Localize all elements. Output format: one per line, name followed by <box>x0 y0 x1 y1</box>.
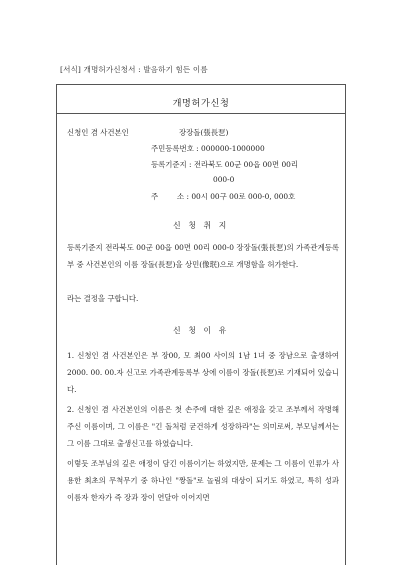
reason-heading: 신 청 이 유 <box>173 326 229 335</box>
applicant-registry-base: 등록기준지 : 전라북도 00군 00읍 00면 00리 <box>151 160 299 169</box>
applicant-address: 소 : 00시 00구 00로 000-0, 000호 <box>177 192 296 201</box>
petition-form <box>56 84 346 565</box>
purpose-text: 등록기준지 전라북도 00군 00읍 00면 00리 000-0 장장돌(張長乭)의 가족관계등록부 중 사건본인의 이름 장돌(長乭)을 상민(像珉)으로 개명함을 허가한다. <box>67 243 339 269</box>
document-header-note: [서식] 개명허가신청서 : 발음하기 힘든 이름 <box>60 65 208 74</box>
applicant-registry-base-cont: 000-0 <box>213 175 235 184</box>
applicant-name: 장장돌(張長乭) <box>179 128 229 137</box>
reason-paragraph-1: 1. 신청인 겸 사건본인은 부 장00, 모 최00 사이의 1남 1녀 중 장남으로 출생하여 2000. 00. 00.자 신고로 가족관계등록부 상에 이름이 장돌(長乭)로 기재되어 있습니다. <box>67 351 339 394</box>
reason-paragraph-3: 이렇듯 조부님의 깊은 애정이 담긴 이름이기는 하였지만, 문제는 그 이름이 인류가 사용한 최초의 무척무기 중 하나인 "짱돌"로 놀림의 대상이 되기도 하였고, 특히 성과 이름자 한자가 즉 장과 장이 연달아 이어지면 <box>67 459 339 502</box>
applicant-id-number: 주민등록번호 : 000000-1000000 <box>151 144 265 153</box>
applicant-label: 신청인 겸 사건본인 <box>67 128 129 137</box>
form-title: 개명허가신청 <box>172 98 230 109</box>
title-divider <box>57 113 345 114</box>
purpose-request: 라는 결정을 구합니다. <box>67 294 139 303</box>
reason-paragraph-2: 2. 신청인 겸 사건본인의 이름은 첫 손주에 대한 깊은 애정을 갖고 조부께서 작명해 주신 이름이며, 그 이름은 "긴 돌처럼 굳건하게 성장하라"는 의미로써, 부모님께서는 그 이름 그대로 출생신고를 하였습니다. <box>67 405 339 448</box>
purpose-heading: 신 청 취 지 <box>173 221 229 230</box>
applicant-address-label: 주 <box>151 192 159 201</box>
